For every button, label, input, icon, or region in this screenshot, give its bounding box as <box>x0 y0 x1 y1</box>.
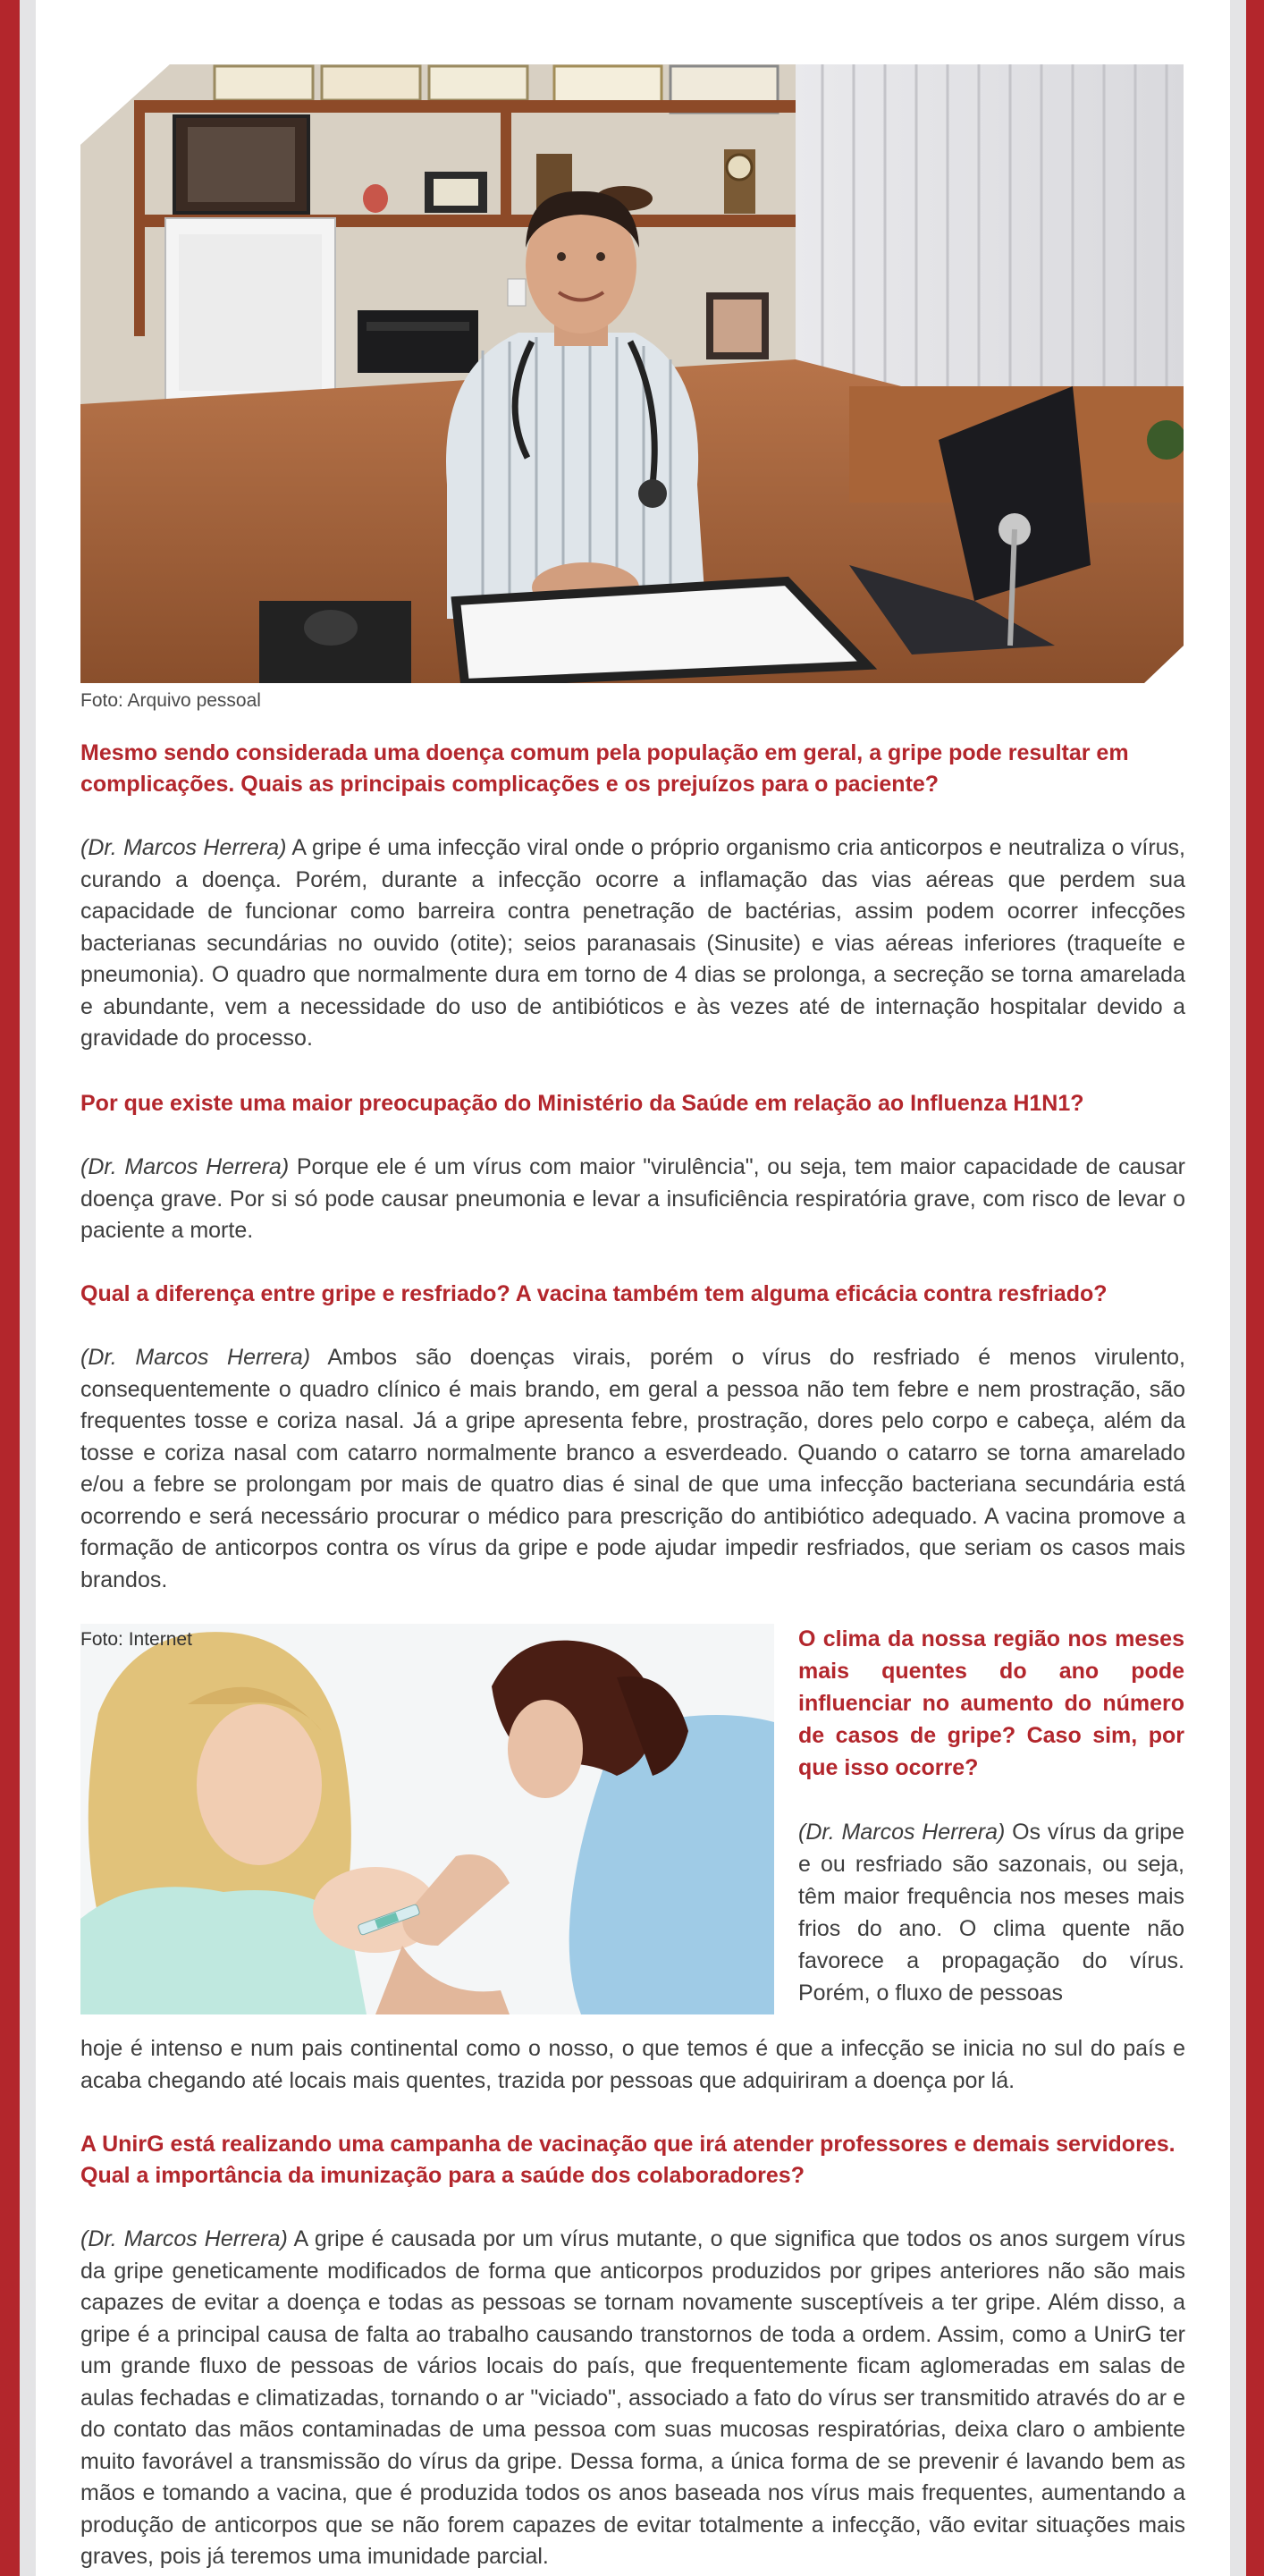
answer-paragraph <box>80 2224 1185 2573</box>
left-grey-border <box>20 0 36 2576</box>
speaker-name: (Dr. Marcos Herrera) <box>798 1820 1006 1845</box>
left-red-border <box>0 0 20 2576</box>
speaker-name: (Dr. Marcos Herrera) <box>80 835 287 860</box>
answer-continuation: hoje é intenso e num pais continental como o nosso, o que temos é que a infecção se inicia no sul do país e acaba chegando até locais mais quentes, trazida por pessoas que adquiriram a doença por lá. <box>80 2036 1185 2093</box>
answer-text: Ambos são doenças virais, porém o vírus do resfriado é menos virulento, consequentemente o quadro clínico é mais brando, em geral a pessoa não tem febre e nem prostração, são frequentes tosse e coriza nasal. Já a gripe apresenta febre, prostração, dores pelo corpo e cabeça, além da tosse e coriza nasal com catarro normalmente branco a esverdeado. Quando o catarro se torna amarelado e/ou a febre se prolongam por mais de quatro dias é sinal de que uma infecção bacteriana secundária está ocorrendo e será necessário procurar o médico para prescrição do antibiótico adequado. A vacina promove a formação de anticorpos contra os vírus da gripe e pode ajudar impedir resfriados, que seriam os casos mais brandos. <box>80 1345 1185 1592</box>
answer-paragraph <box>80 1342 1185 1596</box>
answer-text: A gripe é uma infecção viral onde o próprio organismo cria anticorpos e neutraliza o vírus, curando a doença. Porém, durante a infecção ocorre a inflamação das vias aéreas que perdem sua capacidade de funcionar como barreira contra penetração de bactérias, assim podem ocorrer infecções bacterianas secundárias no ouvido (otite); seios paranasais (Sinusite) e vias aéreas inferiores (traqueíte e pneumonia). O quadro que normalmente dura em torno de 4 dias se prolonga, a secreção se torna amarelada e abundante, vem a necessidade do uso de antibióticos e às vezes até de internação hospitalar devido a gravidade do processo. <box>80 835 1186 1051</box>
qa-block-clima-side <box>798 1623 1184 2009</box>
speaker-name: (Dr. Marcos Herrera) <box>80 2226 288 2251</box>
right-red-border <box>1246 0 1264 2576</box>
qa-block-vacinacao-unirg <box>80 2129 1185 2573</box>
question-heading: Qual a diferença entre gripe e resfriado? A vacina também tem alguma eficácia contra resfriado? <box>80 1281 1108 1306</box>
answer-text: Os vírus da gripe e ou resfriado são sazonais, ou seja, têm maior frequência nos meses mais frios do ano. O clima quente não favorece a propagação do vírus. Porém, o fluxo de pessoas <box>798 1820 1184 2006</box>
qa-block-clima-continuation <box>80 2033 1185 2097</box>
answer-text: Porque ele é um vírus com maior "virulência", ou seja, tem maior capacidade de causar doença grave. Por si só pode causar pneumonia e levar a insuficiência respiratória grave, com risco de levar o paciente a morte. <box>80 1154 1185 1243</box>
speaker-name: (Dr. Marcos Herrera) <box>80 1154 290 1179</box>
doctor-office-photo <box>80 64 1184 683</box>
question-heading: Por que existe uma maior preocupação do Ministério da Saúde em relação ao Influenza H1N1? <box>80 1091 1084 1116</box>
answer-paragraph <box>80 1152 1185 1247</box>
qa-block-complicacoes <box>80 738 1185 1055</box>
question-heading: A UnirG está realizando uma campanha de vacinação que irá atender professores e demais servidores. Qual a importância da imunização para a saúde dos colaboradores? <box>80 2132 1176 2188</box>
speaker-name: (Dr. Marcos Herrera) <box>80 1345 311 1370</box>
question-heading: Mesmo sendo considerada uma doença comum pela população em geral, a gripe pode resultar em complicações. Quais as principais complicações e os prejuízos para o paciente? <box>80 740 1129 797</box>
vaccination-photo <box>80 1624 774 2014</box>
answer-text: A gripe é causada por um vírus mutante, o que significa que todos os anos surgem vírus da gripe geneticamente modificados de forma que anticorpos produzidos por gripes anteriores não são mais capazes de evitar a doença e todas as pessoas se tornam novamente susceptíveis a ter gripe. Além disso, a gripe é a principal causa de falta ao trabalho causando transtornos de toda a ordem. Assim, como a UnirG ter um grande fluxo de pessoas de vários locais do país, que frequentemente ficam aglomeradas em salas de aulas fechadas e climatizadas, tornando o ar "viciado", associado a fato do vírus ser transmitido através do ar e do contato das mãos contaminadas de uma pessoa com suas mucosas respiratórias, deixa claro o ambiente muito favorável a transmissão do vírus da gripe. Dessa forma, a única forma de se prevenir é lavando bem as mãos e tomando a vacina, que é produzida todos os anos baseada nos vírus mais frequentes, aumentando a produção de anticorpos que se não forem capazes de evitar totalmente a infecção, vão evitar situações mais graves, pois já teremos uma imunidade parcial. <box>80 2226 1185 2569</box>
qa-block-gripe-resfriado <box>80 1279 1185 1596</box>
qa-block-h1n1 <box>80 1088 1185 1247</box>
question-heading: O clima da nossa região nos meses mais quentes do ano pode influenciar no aumento do número de casos de gripe? Caso sim, por que isso ocorre? <box>798 1626 1184 1780</box>
right-grey-border <box>1230 0 1246 2576</box>
answer-paragraph <box>798 1816 1184 2009</box>
photo-caption: Foto: Arquivo pessoal <box>80 690 261 711</box>
answer-paragraph <box>80 832 1185 1055</box>
photo-caption: Foto: Internet <box>80 1629 192 1650</box>
